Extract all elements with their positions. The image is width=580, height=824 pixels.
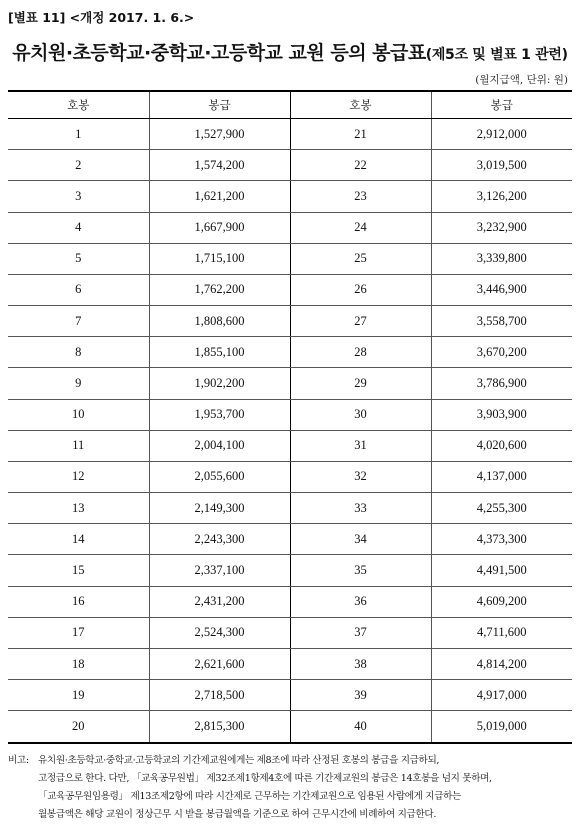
table-row <box>8 493 572 524</box>
step-left-cell: 15 <box>8 555 149 586</box>
step-right-cell: 33 <box>290 493 431 524</box>
step-right-cell: 24 <box>290 212 431 243</box>
footnote-line: 「교육공무원임용령」 제13조제2항에 따라 시간제로 근무하는 기간제교원으로 임용된 사람에게 지급하는 <box>38 791 461 802</box>
footnote-body <box>38 752 574 824</box>
step-left-cell: 8 <box>8 337 149 368</box>
table-row <box>8 399 572 430</box>
document-title <box>0 38 580 65</box>
unit-note: (월지급액, 단위: 원) <box>475 74 568 86</box>
salary-left-cell: 1,902,200 <box>149 368 290 399</box>
salary-left-cell: 2,004,100 <box>149 430 290 461</box>
step-right-cell: 25 <box>290 243 431 274</box>
step-right-cell: 40 <box>290 711 431 743</box>
table-body <box>8 119 572 744</box>
salary-right-cell: 2,912,000 <box>431 119 572 150</box>
title-main: 유치원·초등학교·중학교·고등학교 교원 등의 봉급표 <box>12 42 426 64</box>
salary-right-cell: 3,558,700 <box>431 306 572 337</box>
step-right-cell: 22 <box>290 150 431 181</box>
appendix-label: [별표 11] <개정 2017. 1. 6.> <box>8 10 195 25</box>
salary-right-cell: 4,917,000 <box>431 680 572 711</box>
footnote-line: 고정급으로 한다. 다만, 「교육공무원법」 제32조제1항제4호에 따른 기간제교원의 봉급은 14호봉을 넘지 못하며, <box>38 773 492 784</box>
table-row <box>8 461 572 492</box>
step-right-cell: 30 <box>290 399 431 430</box>
salary-right-cell: 3,339,800 <box>431 243 572 274</box>
salary-left-cell: 2,149,300 <box>149 493 290 524</box>
salary-left-cell: 1,574,200 <box>149 150 290 181</box>
table-row <box>8 181 572 212</box>
step-right-cell: 34 <box>290 524 431 555</box>
table-row <box>8 617 572 648</box>
table-row <box>8 274 572 305</box>
salary-right-cell: 4,609,200 <box>431 586 572 617</box>
step-left-cell: 13 <box>8 493 149 524</box>
salary-right-cell: 4,711,600 <box>431 617 572 648</box>
step-right-cell: 31 <box>290 430 431 461</box>
footnote <box>8 752 574 824</box>
salary-right-cell: 4,255,300 <box>431 493 572 524</box>
step-right-cell: 28 <box>290 337 431 368</box>
step-left-cell: 9 <box>8 368 149 399</box>
step-left-cell: 12 <box>8 461 149 492</box>
table-row <box>8 711 572 743</box>
salary-right-cell: 3,670,200 <box>431 337 572 368</box>
step-left-cell: 16 <box>8 586 149 617</box>
step-left-cell: 17 <box>8 617 149 648</box>
step-right-cell: 23 <box>290 181 431 212</box>
table-row <box>8 680 572 711</box>
table-row <box>8 586 572 617</box>
salary-left-cell: 2,337,100 <box>149 555 290 586</box>
table-row <box>8 212 572 243</box>
table-row <box>8 524 572 555</box>
step-right-cell: 39 <box>290 680 431 711</box>
salary-right-cell: 4,373,300 <box>431 524 572 555</box>
salary-right-cell: 3,019,500 <box>431 150 572 181</box>
col-header-step-left: 호봉 <box>8 91 149 119</box>
table-row <box>8 368 572 399</box>
step-left-cell: 14 <box>8 524 149 555</box>
salary-left-cell: 1,808,600 <box>149 306 290 337</box>
salary-left-cell: 2,621,600 <box>149 648 290 679</box>
salary-right-cell: 3,903,900 <box>431 399 572 430</box>
table-row <box>8 648 572 679</box>
step-left-cell: 6 <box>8 274 149 305</box>
step-right-cell: 35 <box>290 555 431 586</box>
footnote-label: 비고: <box>8 755 29 766</box>
step-left-cell: 1 <box>8 119 149 150</box>
step-left-cell: 7 <box>8 306 149 337</box>
step-right-cell: 26 <box>290 274 431 305</box>
salary-left-cell: 1,762,200 <box>149 274 290 305</box>
footnote-line: 월봉급액은 해당 교원이 정상근무 시 받을 봉급월액을 기준으로 하여 근무시간에 비례하여 지급한다. <box>38 809 437 820</box>
step-left-cell: 5 <box>8 243 149 274</box>
salary-right-cell: 4,814,200 <box>431 648 572 679</box>
footnote-line: 유치원·초등학교·중학교·고등학교의 기간제교원에게는 제8조에 따라 산정된 호봉의 봉급을 지급하되, <box>38 755 440 766</box>
salary-left-cell: 2,815,300 <box>149 711 290 743</box>
salary-right-cell: 3,232,900 <box>431 212 572 243</box>
step-left-cell: 18 <box>8 648 149 679</box>
salary-left-cell: 2,524,300 <box>149 617 290 648</box>
step-left-cell: 20 <box>8 711 149 743</box>
salary-left-cell: 1,527,900 <box>149 119 290 150</box>
table-row <box>8 150 572 181</box>
table-row <box>8 119 572 150</box>
salary-left-cell: 2,243,300 <box>149 524 290 555</box>
step-right-cell: 32 <box>290 461 431 492</box>
step-left-cell: 10 <box>8 399 149 430</box>
col-header-salary-right: 봉급 <box>431 91 572 119</box>
salary-left-cell: 1,953,700 <box>149 399 290 430</box>
step-left-cell: 19 <box>8 680 149 711</box>
table-row <box>8 555 572 586</box>
salary-right-cell: 4,491,500 <box>431 555 572 586</box>
step-left-cell: 4 <box>8 212 149 243</box>
col-header-salary-left: 봉급 <box>149 91 290 119</box>
salary-right-cell: 4,020,600 <box>431 430 572 461</box>
step-right-cell: 37 <box>290 617 431 648</box>
salary-left-cell: 2,718,500 <box>149 680 290 711</box>
salary-left-cell: 1,855,100 <box>149 337 290 368</box>
table-row <box>8 430 572 461</box>
step-left-cell: 2 <box>8 150 149 181</box>
salary-table <box>8 90 572 744</box>
step-right-cell: 38 <box>290 648 431 679</box>
salary-right-cell: 3,786,900 <box>431 368 572 399</box>
step-right-cell: 36 <box>290 586 431 617</box>
step-left-cell: 11 <box>8 430 149 461</box>
table-header-row <box>8 91 572 119</box>
salary-left-cell: 2,055,600 <box>149 461 290 492</box>
table-row <box>8 243 572 274</box>
salary-right-cell: 3,446,900 <box>431 274 572 305</box>
salary-left-cell: 1,715,100 <box>149 243 290 274</box>
title-reference: (제5조 및 별표 1 관련) <box>425 47 568 63</box>
step-right-cell: 21 <box>290 119 431 150</box>
salary-right-cell: 4,137,000 <box>431 461 572 492</box>
table-row <box>8 306 572 337</box>
salary-right-cell: 5,019,000 <box>431 711 572 743</box>
table-row <box>8 337 572 368</box>
salary-left-cell: 1,667,900 <box>149 212 290 243</box>
step-right-cell: 29 <box>290 368 431 399</box>
step-left-cell: 3 <box>8 181 149 212</box>
step-right-cell: 27 <box>290 306 431 337</box>
salary-right-cell: 3,126,200 <box>431 181 572 212</box>
col-header-step-right: 호봉 <box>290 91 431 119</box>
salary-left-cell: 2,431,200 <box>149 586 290 617</box>
salary-left-cell: 1,621,200 <box>149 181 290 212</box>
